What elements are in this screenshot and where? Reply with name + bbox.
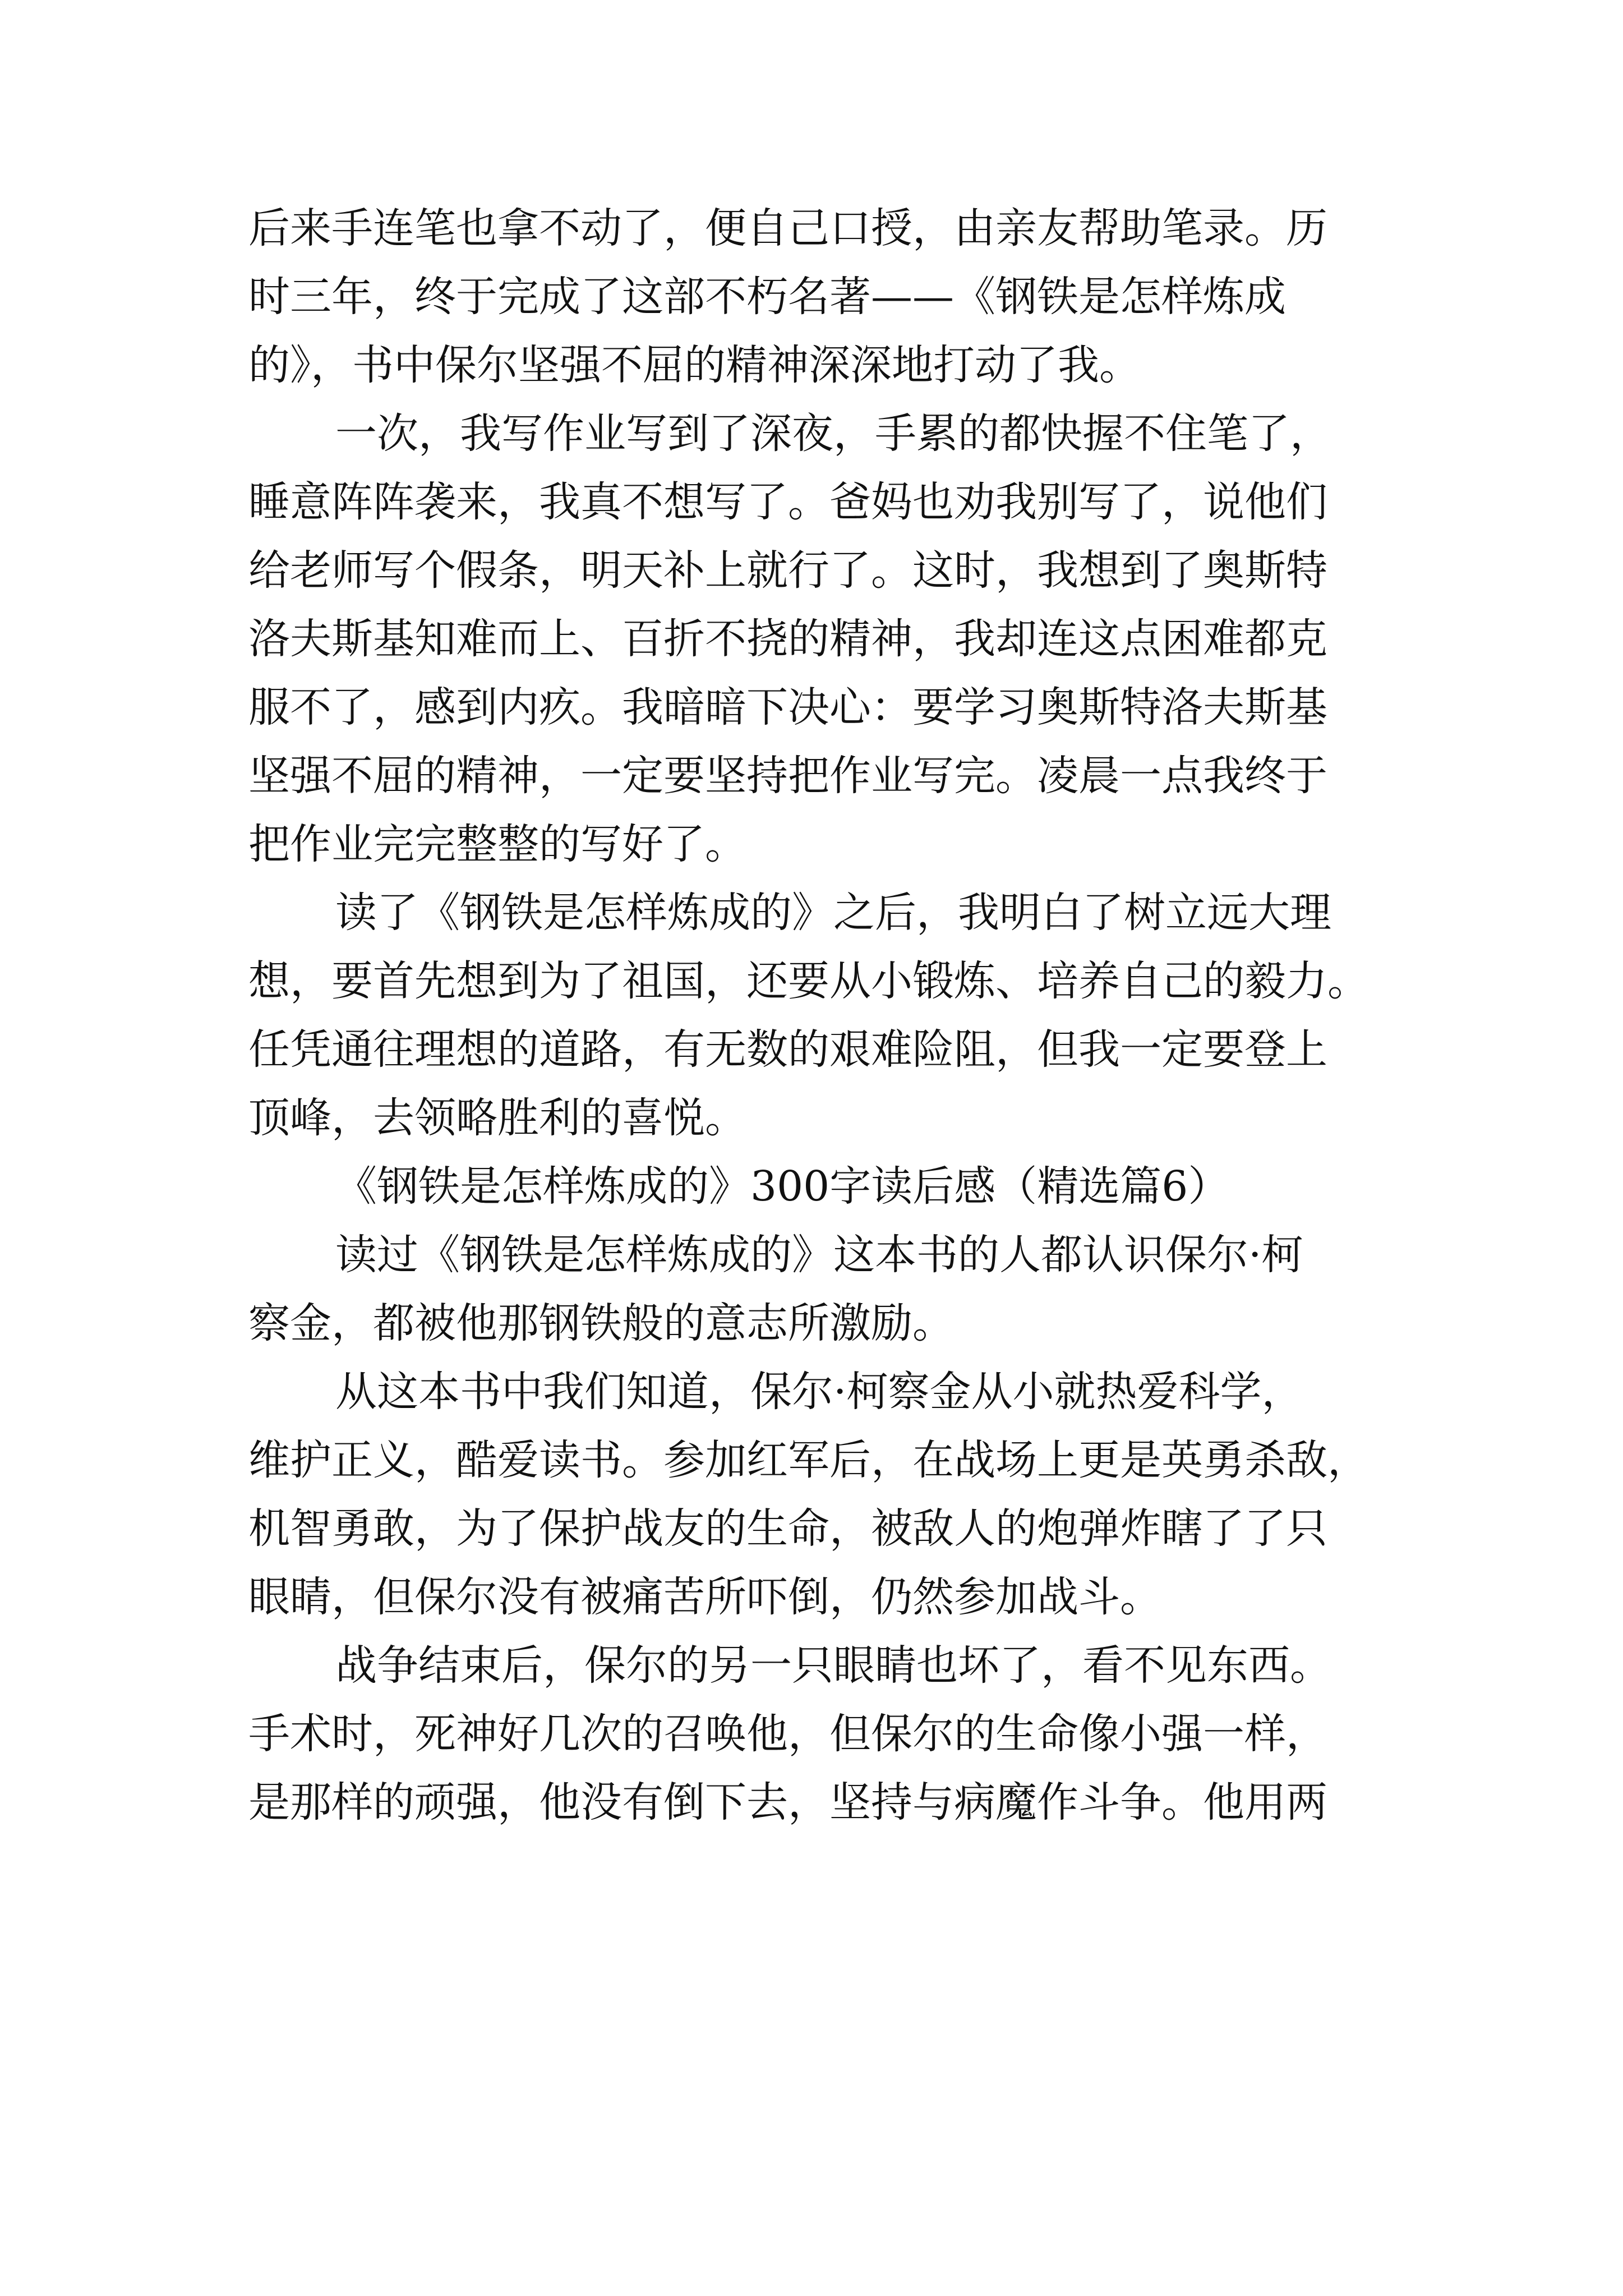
text-line: 维护正义，酷爱读书。参加红军后，在战场上更是英勇杀敌， <box>248 1436 1369 1484</box>
text-line: 时三年，终于完成了这部不朽名著——《钢铁是怎样炼成 <box>248 273 1286 321</box>
section-heading: 《钢铁是怎样炼成的》300字读后感（精选篇6） <box>335 1162 1230 1211</box>
text-line: 给老师写个假条，明天补上就行了。这时，我想到了奥斯特 <box>248 546 1327 595</box>
text-line: 顶峰，去领略胜利的喜悦。 <box>248 1094 746 1142</box>
text-line: 是那样的顽强，他没有倒下去，坚持与病魔作斗争。他用两 <box>248 1778 1327 1826</box>
paragraph-first-line: 读过《钢铁是怎样炼成的》这本书的人都认识保尔·柯 <box>335 1231 1303 1279</box>
text-line: 睡意阵阵袭来，我真不想写了。爸妈也劝我别写了，说他们 <box>248 478 1327 526</box>
text-line: 手术时，死神好几次的召唤他，但保尔的生命像小强一样， <box>248 1710 1327 1758</box>
paragraph-first-line: 战争结束后，保尔的另一只眼睛也坏了，看不见东西。 <box>335 1641 1331 1690</box>
text-line: 把作业完完整整的写好了。 <box>248 820 746 868</box>
text-line: 服不了，感到内疚。我暗暗下决心：要学习奥斯特洛夫斯基 <box>248 683 1327 731</box>
text-line: 洛夫斯基知难而上、百折不挠的精神，我却连这点困难都克 <box>248 615 1327 663</box>
paragraph-first-line: 读了《钢铁是怎样炼成的》之后，我明白了树立远大理 <box>335 889 1331 937</box>
text-line: 坚强不屈的精神，一定要坚持把作业写完。凌晨一点我终于 <box>248 752 1327 800</box>
text-line: 眼睛，但保尔没有被痛苦所吓倒，仍然参加战斗。 <box>248 1573 1161 1621</box>
text-line: 机智勇敢，为了保护战友的生命，被敌人的炮弹炸瞎了了只 <box>248 1504 1327 1553</box>
paragraph-first-line: 一次，我写作业写到了深夜，手累的都快握不住笔了， <box>335 409 1331 458</box>
text-line: 察金，都被他那钢铁般的意志所激励。 <box>248 1299 954 1347</box>
text-line: 后来手连笔也拿不动了，便自己口授，由亲友帮助笔录。历 <box>248 204 1327 252</box>
paragraph-first-line: 从这本书中我们知道，保尔·柯察金从小就热爱科学， <box>335 1368 1303 1416</box>
text-line: 的》，书中保尔坚强不屈的精神深深地打动了我。 <box>248 341 1141 389</box>
text-line: 想，要首先想到为了祖国，还要从小锻炼、培养自己的毅力。 <box>248 957 1369 1005</box>
text-line: 任凭通往理想的道路，有无数的艰难险阻，但我一定要登上 <box>248 1025 1327 1074</box>
